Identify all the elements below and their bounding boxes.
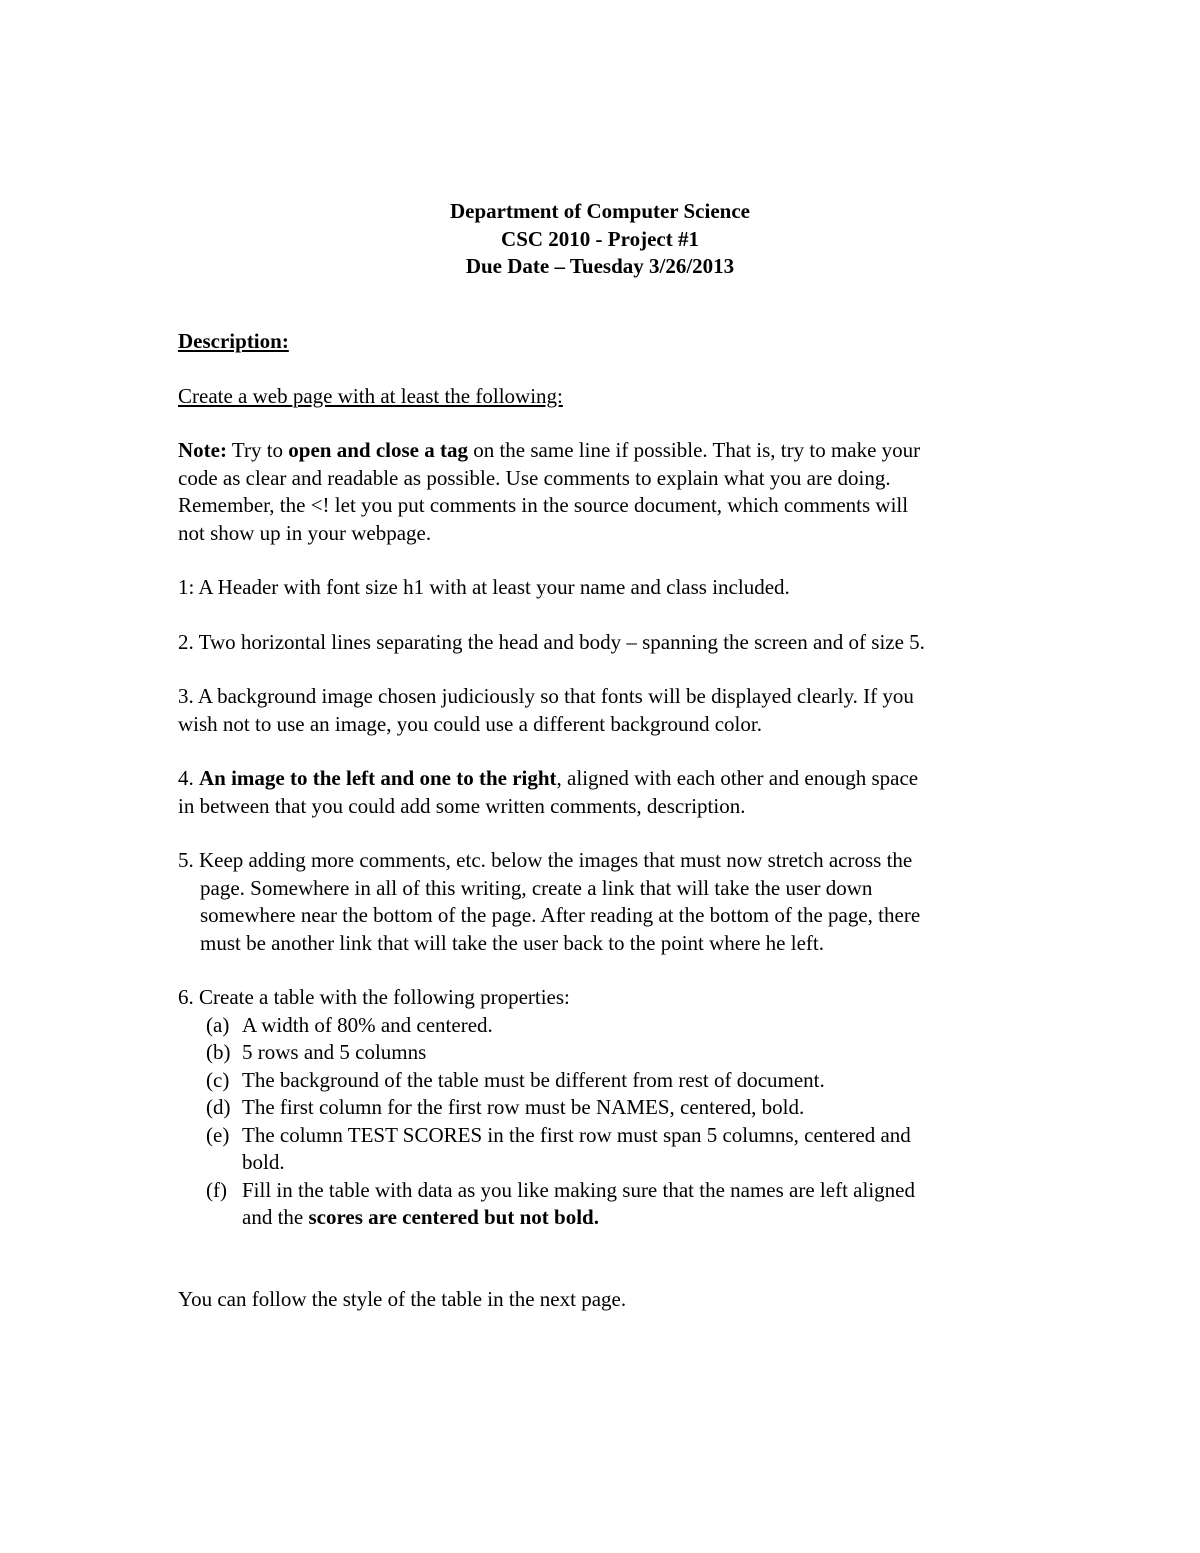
- due-date: Due Date – Tuesday 3/26/2013: [465, 254, 735, 278]
- list-item: (b) 5 rows and 5 columns: [206, 1040, 427, 1064]
- closing-line: You can follow the style of the table in the next page.: [178, 1286, 627, 1311]
- department-title: Department of Computer Science: [450, 199, 750, 223]
- item-1: 1: A Header with font size h1 with at least your name and class included.: [178, 575, 790, 599]
- note-paragraph: Note: Try to open and close a tag on the same line if possible. That is, try to make your code as clear and readable as possible. Use comments to explain what you are doing. Remember, the <! let you put comments in the source document, which comments will not show up in your webpage.: [178, 438, 921, 545]
- note-label: Note:: [178, 438, 227, 462]
- list-item-continuation: bold.: [242, 1150, 285, 1174]
- item-4-bold-phrase: An image to the left and one to the right: [199, 766, 557, 790]
- list-item: (c) The background of the table must be different from rest of document.: [206, 1067, 825, 1092]
- item-5: 5. Keep adding more comments, etc. below the images that must now stretch across the page. Somewhere in all of this writing, create a link that will take the user down somewhere near the bottom of the page. After reading at the bottom of the page, there must be another link that will take the user back to the point where he left.: [178, 848, 921, 955]
- document-body: [178, 328, 1038, 1313]
- list-item: (f) Fill in the table with data as you like making sure that the names are left aligned: [206, 1177, 915, 1202]
- item-3: 3. A background image chosen judiciously so that fonts will be displayed clearly. If you wish not to use an image, you could use a different background color.: [178, 684, 914, 736]
- list-item: (e) The column TEST SCORES in the first row must span 5 columns, centered and: [206, 1122, 911, 1147]
- course-project-title: CSC 2010 - Project #1: [501, 226, 699, 251]
- note-bold-phrase: open and close a tag: [288, 438, 468, 462]
- description-heading: Description:: [178, 329, 289, 353]
- list-item-continuation: and the scores are centered but not bold.: [242, 1205, 599, 1229]
- document-header: [0, 198, 1200, 281]
- item-6: 6. Create a table with the following properties: (a) A width of 80% and centered. (b) 5 rows and 5 columns (c) The background of the table must be different from rest of document. (d) The first column for the first row must be NAMES, centered, bold. (e) The column TEST SCORES in the first row must span 5 columns, centered and bold. (f) Fill in the table with data as you like making sure that the names are left aligned and the scores are centered but not bold.: [178, 984, 1038, 1232]
- list-item: (a) A width of 80% and centered.: [206, 1012, 493, 1037]
- item-2: 2. Two horizontal lines separating the head and body – spanning the screen and of size 5.: [178, 629, 925, 654]
- list-item: (d) The first column for the first row must be NAMES, centered, bold.: [206, 1095, 805, 1119]
- scores-bold-phrase: scores are centered but not bold.: [308, 1205, 599, 1229]
- item-4: 4. An image to the left and one to the right, aligned with each other and enough space in between that you could add some written comments, description.: [178, 766, 919, 818]
- description-intro: Create a web page with at least the following:: [178, 383, 563, 408]
